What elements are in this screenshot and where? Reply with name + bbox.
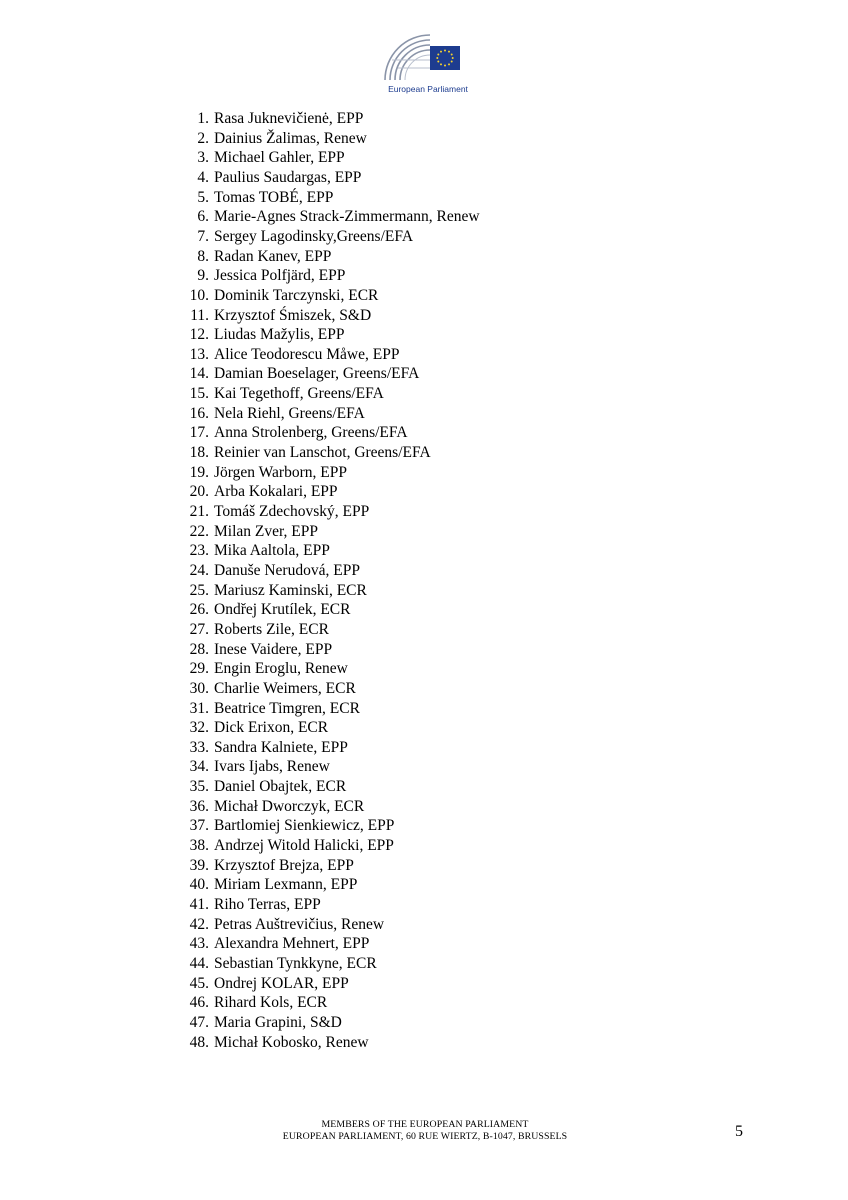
list-item-name: Kai Tegethoff, Greens/EFA <box>214 385 384 403</box>
list-item-name: Michael Gahler, EPP <box>214 149 345 167</box>
footer-line-2: EUROPEAN PARLIAMENT, 60 RUE WIERTZ, B-1047, BRUSSELS <box>282 1130 568 1142</box>
list-item-name: Marie-Agnes Strack-Zimmermann, Renew <box>214 208 480 226</box>
list-item-number: 11. <box>190 306 209 324</box>
list-item-number: 44. <box>189 954 209 972</box>
list-item-name: Nela Riehl, Greens/EFA <box>214 404 365 422</box>
list-item-number: 48. <box>189 1033 209 1051</box>
list-item-number: 13. <box>189 345 209 363</box>
list-item-number: 1. <box>197 110 209 127</box>
list-item-name: Maria Grapini, S&D <box>214 1013 342 1031</box>
list-item-name: Bartlomiej Sienkiewicz, EPP <box>214 817 395 835</box>
list-item-name: Krzysztof Brejza, EPP <box>214 856 354 874</box>
list-item-name: Daniel Obajtek, ECR <box>214 778 347 796</box>
list-item-name: Ondřej Krutílek, ECR <box>214 601 351 619</box>
list-item-name: Sebastian Tynkkyne, ECR <box>214 954 377 972</box>
list-item-number: 47. <box>189 1013 209 1031</box>
list-item-number: 9. <box>197 267 209 285</box>
list-item-name: Radan Kanev, EPP <box>214 247 332 265</box>
list-item-name: Tomáš Zdechovský, EPP <box>214 503 370 520</box>
list-item-number: 18. <box>189 444 209 462</box>
list-item-number: 29. <box>189 660 209 678</box>
list-item-number: 2. <box>197 129 209 147</box>
list-item-name: Inese Vaidere, EPP <box>214 640 333 658</box>
list-item-name: Michał Dworczyk, ECR <box>214 797 365 815</box>
list-item-number: 43. <box>189 935 209 953</box>
list-item-number: 37. <box>189 817 209 835</box>
list-item-number: 20. <box>189 483 209 501</box>
list-item-name: Engin Eroglu, Renew <box>214 660 348 678</box>
list-item-number: 12. <box>189 326 209 344</box>
list-item-name: Dainius Žalimas, Renew <box>214 129 367 147</box>
list-item-name: Rasa Juknevičienė, EPP <box>214 110 364 127</box>
list-item-name: Krzysztof Śmiszek, S&D <box>214 306 372 324</box>
page-footer <box>240 1119 610 1143</box>
list-item-name: Dick Erixon, ECR <box>214 719 329 737</box>
list-item-number: 35. <box>189 778 209 796</box>
list-item-number: 6. <box>197 208 209 226</box>
list-item-name: Andrzej Witold Halicki, EPP <box>214 837 394 855</box>
list-item-name: Arba Kokalari, EPP <box>214 483 338 501</box>
list-item-number: 45. <box>189 974 209 992</box>
list-item-number: 36. <box>189 797 209 815</box>
list-item-number: 39. <box>189 856 209 874</box>
list-item-number: 30. <box>189 679 209 697</box>
list-item-name: Mika Aaltola, EPP <box>214 542 330 560</box>
list-item-name: Roberts Zile, ECR <box>214 620 329 638</box>
list-item-name: Alice Teodorescu Måwe, EPP <box>214 345 400 363</box>
list-item-number: 25. <box>189 581 209 599</box>
list-item-number: 42. <box>189 915 209 933</box>
list-item-number: 24. <box>189 561 209 579</box>
list-item-number: 41. <box>189 896 209 913</box>
list-item-name: Jörgen Warborn, EPP <box>214 463 347 481</box>
list-item-number: 22. <box>189 522 209 540</box>
list-item-number: 19. <box>189 463 209 481</box>
list-item-name: Sandra Kalniete, EPP <box>214 738 348 756</box>
list-item-name: Tomas TOBÉ, EPP <box>214 188 334 206</box>
list-item-name: Sergey Lagodinsky,Greens/EFA <box>214 227 414 245</box>
list-item-name: Mariusz Kaminski, ECR <box>214 581 367 599</box>
list-item-number: 38. <box>189 837 209 855</box>
list-item-number: 17. <box>189 424 209 442</box>
list-item-number: 21. <box>189 503 209 520</box>
list-item-name: Beatrice Timgren, ECR <box>214 699 360 717</box>
list-item-number: 28. <box>189 640 209 658</box>
list-item-number: 34. <box>189 758 209 776</box>
list-item-number: 27. <box>189 620 209 638</box>
list-item-name: Damian Boeselager, Greens/EFA <box>214 365 420 383</box>
list-item-name: Anna Strolenberg, Greens/EFA <box>214 424 408 442</box>
list-item-number: 15. <box>189 385 209 403</box>
list-item-name: Miriam Lexmann, EPP <box>214 876 358 894</box>
list-item-name: Dominik Tarczynski, ECR <box>214 286 379 304</box>
list-item-name: Alexandra Mehnert, EPP <box>214 935 370 953</box>
list-item-number: 3. <box>197 149 209 167</box>
list-item-name: Michał Kobosko, Renew <box>214 1033 369 1051</box>
list-item-name: Ivars Ijabs, Renew <box>214 758 330 776</box>
footer-line-1: MEMBERS OF THE EUROPEAN PARLIAMENT <box>321 1119 529 1130</box>
list-item-name: Jessica Polfjärd, EPP <box>214 267 346 285</box>
list-item-name: Ondrej KOLAR, EPP <box>214 974 349 992</box>
list-item-number: 4. <box>197 168 209 186</box>
list-item-number: 32. <box>189 719 209 737</box>
list-item-name: Milan Zver, EPP <box>214 522 318 540</box>
list-item-number: 33. <box>189 738 209 756</box>
list-item-name: Reinier van Lanschot, Greens/EFA <box>214 444 431 462</box>
list-item-number: 46. <box>189 994 209 1012</box>
list-item-name: Rihard Kols, ECR <box>214 994 328 1012</box>
list-item-name: Liudas Mažylis, EPP <box>214 326 345 344</box>
list-item-number: 10. <box>189 286 209 304</box>
logo-label: European Parliament <box>388 84 468 94</box>
list-item-name: Danuše Nerudová, EPP <box>214 561 360 579</box>
list-item-number: 7. <box>197 227 209 245</box>
list-item-number: 8. <box>197 247 209 265</box>
list-item-number: 14. <box>189 365 209 383</box>
list-item-name: Charlie Weimers, ECR <box>214 679 356 697</box>
list-item-number: 40. <box>189 876 209 894</box>
list-item-number: 26. <box>189 601 209 619</box>
list-item-number: 16. <box>189 404 209 422</box>
list-item-number: 31. <box>189 699 209 717</box>
page-number: 5 <box>735 1123 743 1140</box>
list-item-name: Paulius Saudargas, EPP <box>214 168 362 186</box>
list-item-number: 5. <box>197 188 209 206</box>
list-item-name: Riho Terras, EPP <box>214 896 321 913</box>
list-item-number: 23. <box>189 542 209 560</box>
list-item-name: Petras Auštrevičius, Renew <box>214 915 385 933</box>
